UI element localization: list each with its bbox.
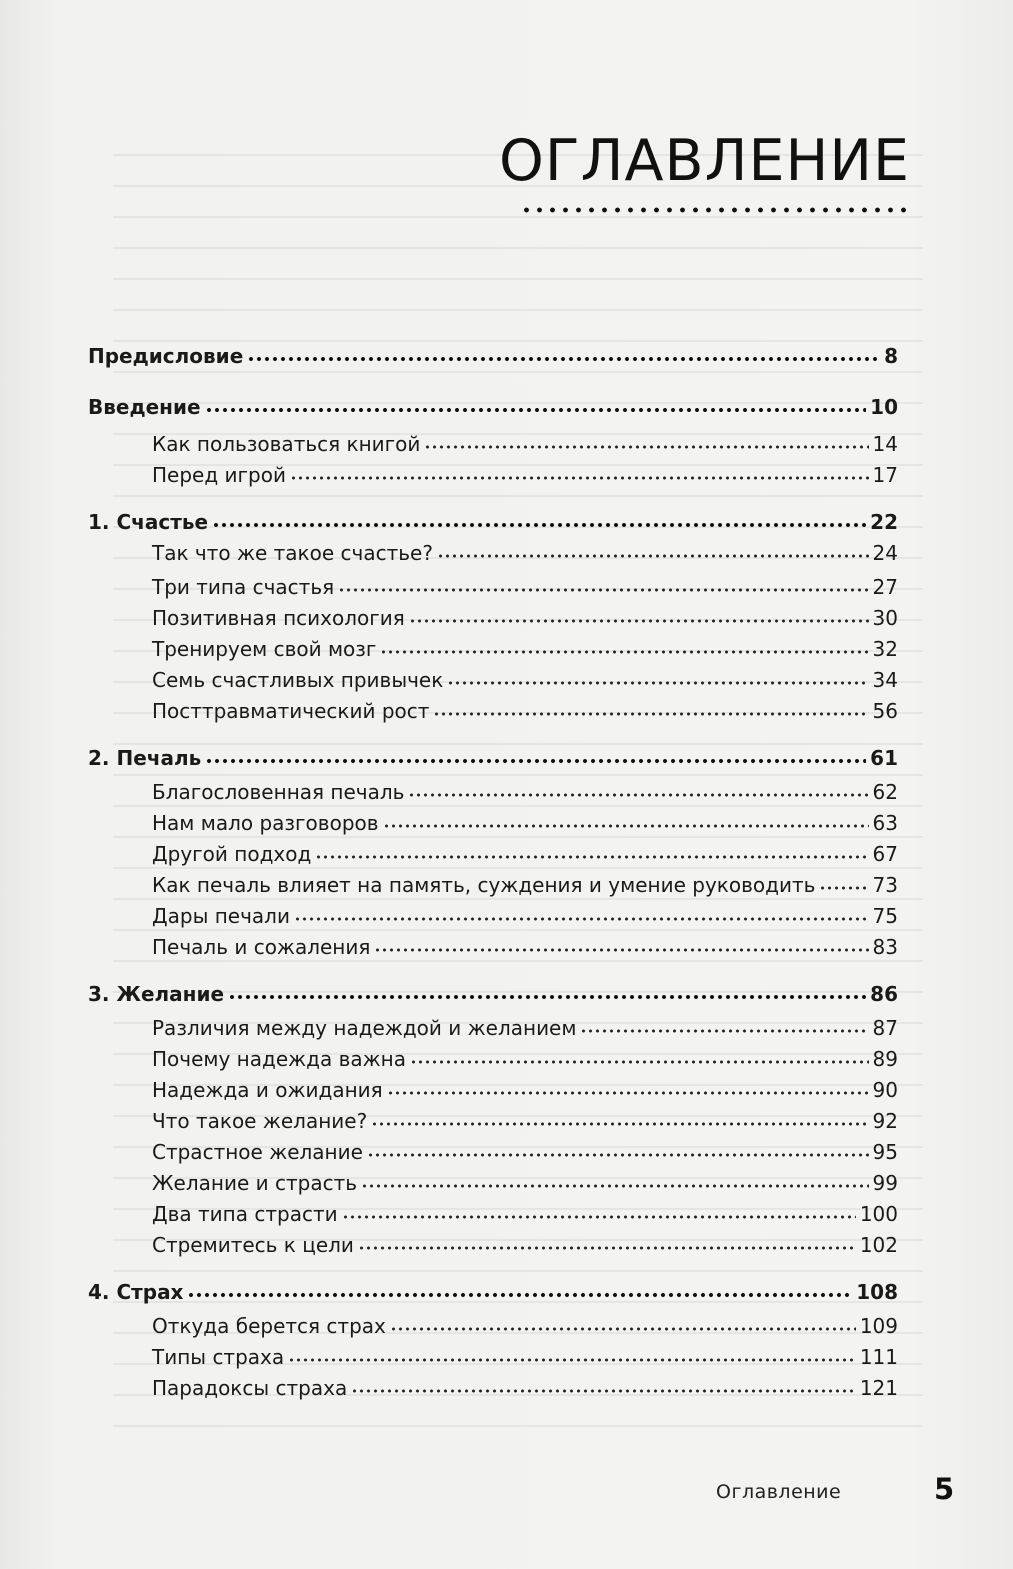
toc-entry-title: Два типа страсти — [152, 1202, 338, 1226]
toc-entry-title: Парадоксы страха — [152, 1376, 348, 1400]
toc-entry-title: Желание и страсть — [152, 1171, 358, 1195]
toc-entry-page: 89 — [872, 1047, 898, 1071]
toc-entry-title: Три типа счастья — [152, 575, 335, 599]
toc-section-entry — [152, 668, 898, 692]
toc-entry-title: Семь счастливых привычек — [152, 668, 444, 692]
toc-entry-page: 14 — [872, 432, 898, 456]
dot-leader — [290, 475, 869, 481]
toc-entry-page: 121 — [859, 1376, 898, 1400]
dot-leader — [367, 1152, 869, 1158]
dot-leader — [228, 994, 866, 1000]
toc-section-entry — [152, 1078, 898, 1102]
toc-entry-page: 99 — [872, 1171, 898, 1195]
toc-section-entry — [152, 1202, 898, 1226]
toc-entry-page: 17 — [872, 463, 898, 487]
toc-section-entry — [152, 463, 898, 487]
toc-entry-title: 4. Страх — [88, 1280, 184, 1304]
dot-leader — [351, 1388, 856, 1394]
toc-entry-page: 10 — [870, 395, 898, 419]
toc-entry-page: 34 — [872, 668, 898, 692]
toc-entry-page: 95 — [872, 1140, 898, 1164]
toc-entry-page: 56 — [872, 699, 898, 723]
dot-leader — [447, 680, 868, 686]
title-dotted-rule — [520, 206, 910, 214]
toc-section-entry — [152, 699, 898, 723]
dot-leader — [424, 444, 868, 450]
toc-entry-title: Нам мало разговоров — [152, 811, 379, 835]
dot-leader — [315, 854, 868, 860]
toc-entry-page: 83 — [872, 935, 898, 959]
toc-chapter-entry — [88, 1280, 898, 1304]
toc-section-entry — [152, 606, 898, 630]
dot-leader — [342, 1214, 856, 1220]
dot-leader — [409, 618, 869, 624]
toc-entry-page: 62 — [872, 780, 898, 804]
toc-section-entry — [152, 575, 898, 599]
dot-leader — [390, 1326, 856, 1332]
toc-entry-title: Как печаль влияет на память, суждения и умение руководить — [152, 873, 816, 897]
dot-leader — [358, 1245, 856, 1251]
dot-leader — [338, 587, 868, 593]
toc-section-entry — [152, 873, 898, 897]
toc-entry-title: Посттравматический рост — [152, 699, 430, 723]
toc-entry-page: 24 — [872, 541, 898, 565]
toc-entry-page: 87 — [872, 1016, 898, 1040]
toc-entry-title: Различия между надеждой и желанием — [152, 1016, 577, 1040]
dot-leader — [187, 1292, 852, 1298]
toc-section-entry — [152, 637, 898, 661]
toc-entry-page: 8 — [884, 344, 898, 368]
toc-entry-title: Надежда и ожидания — [152, 1078, 383, 1102]
dot-leader — [433, 711, 868, 717]
toc-entry-page: 108 — [856, 1280, 898, 1304]
toc-entry-page: 75 — [872, 904, 898, 928]
toc-entry-page: 100 — [859, 1202, 898, 1226]
toc-entry-title: Так что же такое счастье? — [152, 541, 433, 565]
dot-leader — [205, 758, 866, 764]
toc-entry-page: 90 — [872, 1078, 898, 1102]
toc-section-entry — [152, 1345, 898, 1369]
toc-entry-title: Другой подход — [152, 842, 312, 866]
toc-entry-title: Типы страха — [152, 1345, 285, 1369]
dot-leader — [371, 1121, 868, 1127]
toc-entry-title: Что такое желание? — [152, 1109, 368, 1133]
dot-leader — [819, 885, 868, 891]
toc-entry-page: 30 — [872, 606, 898, 630]
toc-chapter-entry — [88, 746, 898, 770]
toc-section-entry — [152, 541, 898, 565]
page-title: ОГЛАВЛЕНИЕ — [499, 128, 910, 194]
toc-section-entry — [152, 842, 898, 866]
toc-section-entry — [152, 1109, 898, 1133]
running-footer-label: Оглавление — [716, 1481, 842, 1503]
toc-entry-title: Как пользоваться книгой — [152, 432, 421, 456]
toc-section-entry — [152, 1376, 898, 1400]
toc-section-entry — [152, 935, 898, 959]
dot-leader — [437, 553, 869, 559]
toc-entry-page: 102 — [859, 1233, 898, 1257]
dot-leader — [212, 522, 866, 528]
toc-entry-title: 2. Печаль — [88, 746, 202, 770]
toc-entry-title: Страстное желание — [152, 1140, 363, 1164]
toc-entry-title: Тренируем свой мозг — [152, 637, 377, 661]
toc-entry-page: 32 — [872, 637, 898, 661]
dot-leader — [387, 1090, 869, 1096]
toc-entry-title: Откуда берется страх — [152, 1314, 386, 1338]
toc-entry-title: Предисловие — [88, 344, 244, 368]
toc-section-entry — [152, 1016, 898, 1040]
dot-leader — [380, 649, 868, 655]
dot-leader — [408, 792, 868, 798]
toc-entry-page: 92 — [872, 1109, 898, 1133]
toc-entry-page: 111 — [859, 1345, 898, 1369]
toc-entry-page: 61 — [870, 746, 898, 770]
toc-entry-page: 109 — [859, 1314, 898, 1338]
toc-section-entry — [152, 811, 898, 835]
toc-entry-page: 27 — [872, 575, 898, 599]
toc-entry-page: 63 — [872, 811, 898, 835]
toc-chapter-entry — [88, 982, 898, 1006]
toc-entry-title: Почему надежда важна — [152, 1047, 406, 1071]
toc-entry-page: 22 — [870, 510, 898, 534]
toc-section-entry — [152, 904, 898, 928]
toc-chapter-entry — [88, 344, 898, 368]
dot-leader — [288, 1357, 856, 1363]
toc-chapter-entry — [88, 395, 898, 419]
toc-entry-title: Позитивная психология — [152, 606, 405, 630]
toc-entry-title: Стремитесь к цели — [152, 1233, 354, 1257]
dot-leader — [410, 1059, 869, 1065]
dot-leader — [205, 407, 867, 413]
dot-leader — [383, 823, 869, 829]
toc-section-entry — [152, 1171, 898, 1195]
toc-section-entry — [152, 1233, 898, 1257]
toc-entry-title: Перед игрой — [152, 463, 286, 487]
toc-entry-page: 67 — [872, 842, 898, 866]
toc-entry-title: 3. Желание — [88, 982, 225, 1006]
toc-section-entry — [152, 1314, 898, 1338]
toc-section-entry — [152, 780, 898, 804]
dot-leader — [580, 1028, 868, 1034]
dot-leader — [247, 356, 880, 362]
dot-leader — [294, 916, 869, 922]
toc-chapter-entry — [88, 510, 898, 534]
toc-section-entry — [152, 1047, 898, 1071]
toc-entry-title: Благословенная печаль — [152, 780, 405, 804]
toc-section-entry — [152, 432, 898, 456]
toc-entry-title: Введение — [88, 395, 201, 419]
toc-section-entry — [152, 1140, 898, 1164]
toc-entry-page: 73 — [872, 873, 898, 897]
toc-entry-page: 86 — [870, 982, 898, 1006]
dot-leader — [361, 1183, 869, 1189]
toc-entry-title: Печаль и сожаления — [152, 935, 371, 959]
toc-entry-title: Дары печали — [152, 904, 290, 928]
toc-entry-title: 1. Счастье — [88, 510, 209, 534]
dot-leader — [374, 947, 868, 953]
page-number: 5 — [934, 1472, 955, 1506]
